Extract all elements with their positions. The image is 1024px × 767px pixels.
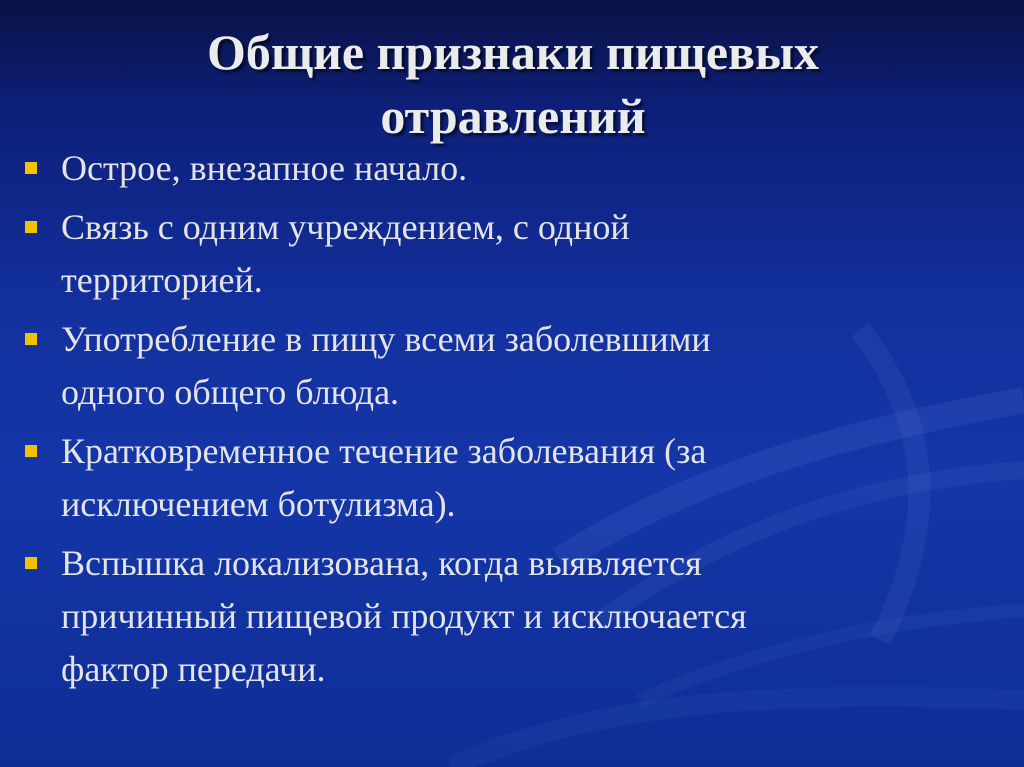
bullet-item: [20, 142, 980, 195]
bullet-text-line: Острое, внезапное начало.: [61, 148, 468, 188]
bullet-list: [20, 142, 980, 702]
slide-title: [60, 20, 966, 148]
bullet-text-line: одного общего блюда.: [61, 372, 400, 412]
square-bullet-icon: [25, 445, 37, 457]
square-bullet-icon: [25, 333, 37, 345]
slide-title-line-2: отравлений: [380, 88, 646, 144]
bullet-text-line: Кратковременное течение заболевания (за: [61, 431, 707, 471]
bullet-text-line: фактор передачи.: [61, 649, 326, 689]
square-bullet-icon: [25, 221, 37, 233]
bullet-text-line: территорией.: [61, 260, 263, 300]
bullet-item: [20, 425, 980, 531]
slide-title-line-1: Общие признаки пищевых: [206, 24, 820, 80]
bullet-text-line: исключением ботулизма).: [61, 484, 456, 524]
square-bullet-icon: [25, 557, 37, 569]
square-bullet-icon: [25, 162, 37, 174]
bullet-text-line: Употребление в пищу всеми заболевшими: [61, 319, 711, 359]
bullet-text-line: Связь с одним учреждением, с одной: [61, 207, 630, 247]
bullet-item: [20, 313, 980, 419]
bullet-item: [20, 201, 980, 307]
bullet-text-line: Вспышка локализована, когда выявляется: [61, 543, 702, 583]
bullet-item: [20, 537, 980, 696]
bullet-text-line: причинный пищевой продукт и исключается: [61, 596, 747, 636]
